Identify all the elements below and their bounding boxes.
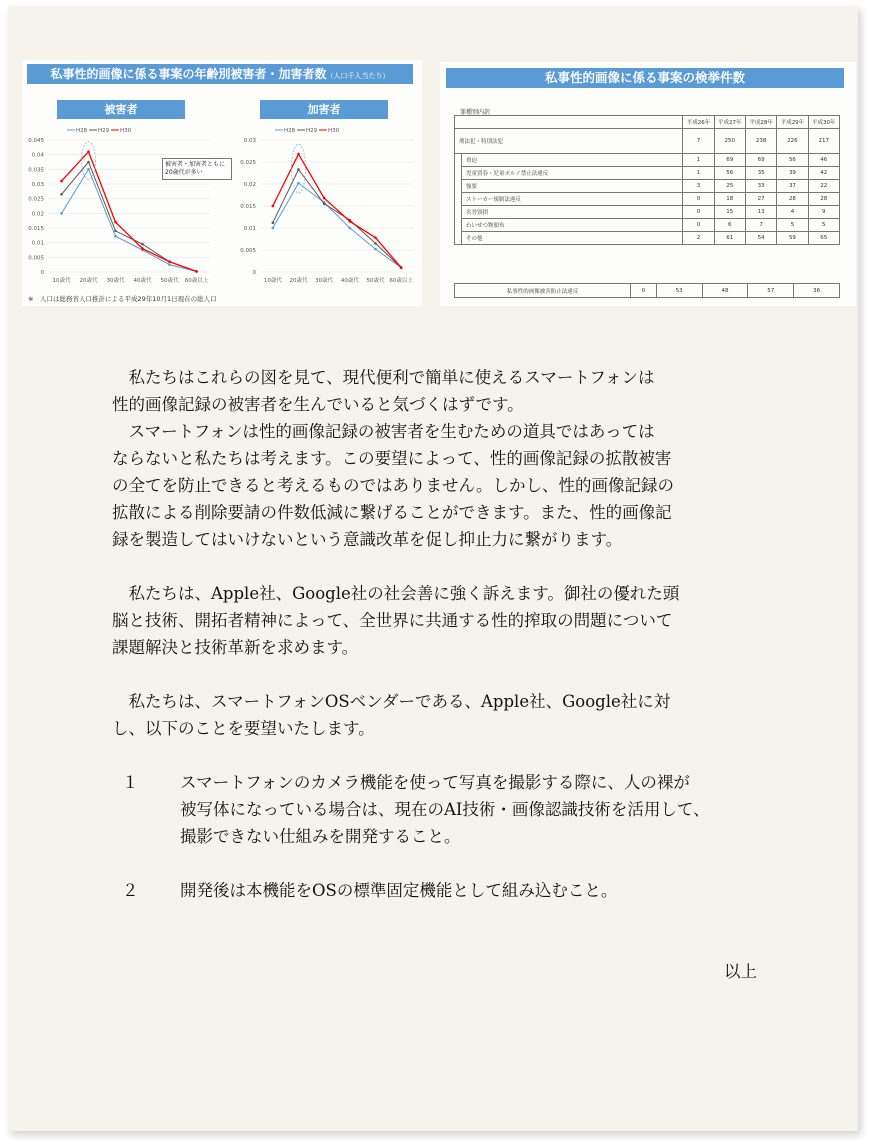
- y-tick-label: 0.025: [240, 160, 256, 166]
- table-cell: 9: [808, 206, 839, 219]
- table-cell: 4: [777, 206, 808, 219]
- data-point: [87, 168, 90, 171]
- header-cell: 平成28年: [745, 116, 776, 129]
- arrest-count-table: [454, 115, 840, 245]
- data-point: [141, 243, 144, 246]
- table-cell: 18: [714, 193, 745, 206]
- table-cell: 42: [808, 167, 839, 180]
- row-label: ストーカー規制法違反: [462, 193, 683, 206]
- x-tick-label: 40歳代: [133, 278, 152, 284]
- series-line-h30: [273, 154, 401, 268]
- population-footnote: ※ 人口は総務省人口推計による平成29年10月1日現在の総人口: [28, 295, 217, 303]
- table-cell: 36: [794, 284, 840, 298]
- y-tick-label: 0.005: [28, 255, 44, 262]
- data-point: [114, 221, 117, 224]
- data-point: [323, 197, 326, 200]
- table-caption: 罪種別内訳: [460, 109, 491, 116]
- letter-body: [112, 364, 772, 904]
- request-text: スマートフォンのカメラ機能を使って写真を撮影する際に、人の裸が 被写体になっている場合は、現在のAI技術・画像認識技術を活用して、 撮影できない仕組みを開発すること。: [180, 773, 710, 846]
- row-label: 児童買春・児童ポルノ禁止法違反: [462, 167, 683, 180]
- table-cell: 37: [777, 180, 808, 193]
- table-cell: 1: [683, 167, 714, 180]
- x-tick-label: 40歳代: [340, 278, 359, 284]
- data-point: [272, 227, 275, 230]
- legend-label: H28: [284, 128, 296, 134]
- data-point: [60, 212, 63, 215]
- table-cell: 0: [631, 284, 657, 298]
- table-cell: 13: [745, 206, 776, 219]
- figure-title: [27, 64, 413, 84]
- row-label: わいせつ物頒布: [462, 219, 683, 232]
- y-tick-label: 0.035: [28, 167, 44, 174]
- table-row: [455, 219, 840, 232]
- data-point: [323, 203, 326, 206]
- figure-title-note: （人口千人当たり）: [326, 72, 390, 80]
- indent-cell: [455, 206, 462, 219]
- table-cell: 0: [683, 206, 714, 219]
- offender-line-chart: [220, 122, 420, 292]
- y-tick-label: 0: [40, 270, 44, 276]
- y-tick-label: 0.03: [243, 138, 256, 144]
- table-cell: 28: [777, 193, 808, 206]
- request-item: [112, 877, 772, 904]
- y-tick-label: 0.025: [28, 196, 44, 203]
- y-tick-label: 0.015: [28, 226, 44, 232]
- paragraph-request-intro: 私たちは、スマートフォンOSベンダーである、Apple社、Google社に対 し、以下のことを要望いたします。: [112, 692, 671, 738]
- table-cell: 226: [777, 129, 808, 154]
- table-cell: 69: [714, 154, 745, 167]
- data-point: [297, 168, 300, 171]
- table-row: [455, 154, 840, 167]
- victim-line-chart: [22, 122, 222, 292]
- table-cell: 25: [714, 180, 745, 193]
- header-cell: 平成30年: [808, 116, 839, 129]
- row-label: 私事性的画像被害防止法違反: [455, 284, 631, 298]
- x-tick-label: 20歳代: [79, 278, 98, 284]
- figure-title-text: 私事性的画像に係る事案の年齢別被害者・加害者数: [50, 67, 327, 81]
- data-point: [114, 230, 117, 233]
- data-point: [349, 227, 352, 230]
- table-cell: 27: [745, 193, 776, 206]
- data-point: [272, 221, 275, 224]
- table-cell: 57: [748, 284, 794, 298]
- x-tick-label: 10歳代: [52, 278, 71, 284]
- x-tick-label: 50歳代: [160, 278, 179, 284]
- paragraph-position: スマートフォンは性的画像記録の被害者を生むための道具ではあっては ならないと私たちは考えます。この要望によって、性的画像記録の拡散被害 の全てを防止できると考えるものではありません。しかし、性的画像記録の 拡散による削除要請の件数低減に繋げることができます。また、性的画像記 録を製造してはいけないという意識改革を促し抑止力に繋がります。: [112, 422, 674, 549]
- data-point: [60, 180, 63, 183]
- y-tick-label: 0.02: [243, 182, 256, 188]
- y-tick-label: 0: [252, 270, 256, 276]
- request-number: １: [122, 773, 139, 792]
- x-tick-label: 30歳代: [106, 278, 125, 284]
- legend-label: H29: [306, 128, 318, 134]
- table-row: [455, 180, 840, 193]
- y-tick-label: 0.03: [31, 182, 44, 188]
- table-cell: 22: [808, 180, 839, 193]
- data-point: [87, 161, 90, 164]
- table-cell: 15: [714, 206, 745, 219]
- table-cell: 65: [808, 232, 839, 245]
- series-line-h28: [62, 169, 197, 271]
- data-point: [87, 150, 90, 153]
- data-point: [141, 247, 144, 250]
- request-number: ２: [122, 881, 139, 900]
- table-cell: 33: [745, 180, 776, 193]
- table-cell: 1: [683, 154, 714, 167]
- y-tick-label: 0.005: [240, 248, 256, 254]
- data-point: [60, 193, 63, 196]
- table-cell: 238: [745, 129, 776, 154]
- indent-cell: [455, 219, 462, 232]
- table-cell: 2: [683, 232, 714, 245]
- table-cell: 217: [808, 129, 839, 154]
- arrest-count-figure: [440, 62, 856, 306]
- table-cell: 250: [714, 129, 745, 154]
- x-tick-label: 50歳代: [366, 278, 385, 284]
- legend-label: H28: [76, 128, 88, 134]
- row-label: 名誉毀損: [462, 206, 683, 219]
- table-cell: 35: [745, 167, 776, 180]
- legend-label: H30: [120, 128, 132, 134]
- document-page: [8, 6, 858, 1131]
- data-point: [272, 205, 275, 208]
- y-tick-label: 0.045: [28, 138, 44, 144]
- header-cell: 平成27年: [714, 116, 745, 129]
- table-cell: 46: [808, 154, 839, 167]
- x-tick-label: 10歳代: [263, 278, 282, 284]
- table-cell: 0: [683, 193, 714, 206]
- row-label: その他: [462, 232, 683, 245]
- legend-label: H29: [98, 128, 110, 134]
- paragraph-appeal: 私たちは、Apple社、Google社の社会善に強く訴えます。御社の優れた頭 脳と技術、開拓者精神によって、全世界に共通する性的搾取の問題について 課題解決と技術革新を求めます。: [112, 584, 680, 657]
- table-header-row: [455, 116, 840, 129]
- table-cell: 3: [683, 180, 714, 193]
- data-point: [400, 266, 403, 269]
- table-row: [455, 206, 840, 219]
- legend-label: H30: [328, 128, 340, 134]
- chart-annotation: 被害者・加害者ともに20歳代が多い: [162, 158, 232, 180]
- data-point: [168, 263, 171, 266]
- y-tick-label: 0.04: [31, 152, 44, 159]
- row-label: 脅迫: [462, 154, 683, 167]
- data-point: [168, 260, 171, 263]
- table-cell: 7: [683, 129, 714, 154]
- x-tick-label: 60歳以上: [389, 278, 413, 284]
- table-row: [455, 232, 840, 245]
- indent-cell: [455, 167, 462, 180]
- table-cell: 28: [808, 193, 839, 206]
- data-point: [195, 270, 198, 273]
- request-text: 開発後は本機能をOSの標準固定機能として組み込むこと。: [180, 881, 618, 900]
- row-label: 刑法犯・特別法犯: [455, 129, 683, 154]
- x-tick-label: 30歳代: [315, 278, 334, 284]
- table-cell: 56: [777, 154, 808, 167]
- y-tick-label: 0.015: [240, 204, 256, 210]
- header-cell: [455, 116, 683, 129]
- header-cell: 平成26年: [683, 116, 714, 129]
- series-line-h28: [273, 183, 401, 267]
- data-point: [297, 182, 300, 185]
- table-cell: 39: [777, 167, 808, 180]
- table-row: [455, 284, 840, 298]
- y-tick-label: 0.02: [31, 211, 44, 218]
- data-point: [374, 236, 377, 239]
- data-point: [374, 242, 377, 245]
- x-tick-label: 20歳代: [289, 278, 308, 284]
- row-label: 強要: [462, 180, 683, 193]
- paragraph-observation: 私たちはこれらの図を見て、現代便利で簡単に使えるスマートフォンは 性的画像記録の被害者を生んでいると気づくはずです。: [112, 368, 655, 414]
- header-cell: 平成29年: [777, 116, 808, 129]
- offender-panel-label: 加害者: [260, 100, 388, 119]
- table-cell: 5: [808, 219, 839, 232]
- table-cell: 53: [656, 284, 702, 298]
- y-tick-label: 0.01: [243, 226, 256, 232]
- indent-cell: [455, 180, 462, 193]
- table-cell: 56: [714, 167, 745, 180]
- table-cell: 61: [714, 232, 745, 245]
- table-cell: 6: [714, 219, 745, 232]
- data-point: [297, 153, 300, 156]
- data-point: [114, 235, 117, 238]
- table-cell: 0: [683, 219, 714, 232]
- separate-law-table: [454, 283, 840, 298]
- table-cell: 69: [745, 154, 776, 167]
- age-victim-offender-figure: [22, 60, 422, 306]
- table-cell: 5: [777, 219, 808, 232]
- indent-cell: [455, 154, 462, 167]
- data-point: [374, 248, 377, 251]
- table-cell: 7: [745, 219, 776, 232]
- closing-mark: 以上: [724, 962, 757, 981]
- request-item: [112, 769, 772, 850]
- y-tick-label: 0.01: [31, 240, 44, 247]
- data-point: [349, 220, 352, 223]
- table-cell: 59: [777, 232, 808, 245]
- table-cell: 54: [745, 232, 776, 245]
- table-row: [455, 167, 840, 180]
- table-row: [455, 193, 840, 206]
- table-cell: 48: [702, 284, 748, 298]
- table-figure-title: 私事性的画像に係る事案の検挙件数: [446, 68, 844, 88]
- victim-panel-label: 被害者: [57, 100, 185, 119]
- table-row: [455, 129, 840, 154]
- indent-cell: [455, 193, 462, 206]
- x-tick-label: 60歳以上: [184, 278, 209, 284]
- indent-cell: [455, 232, 462, 245]
